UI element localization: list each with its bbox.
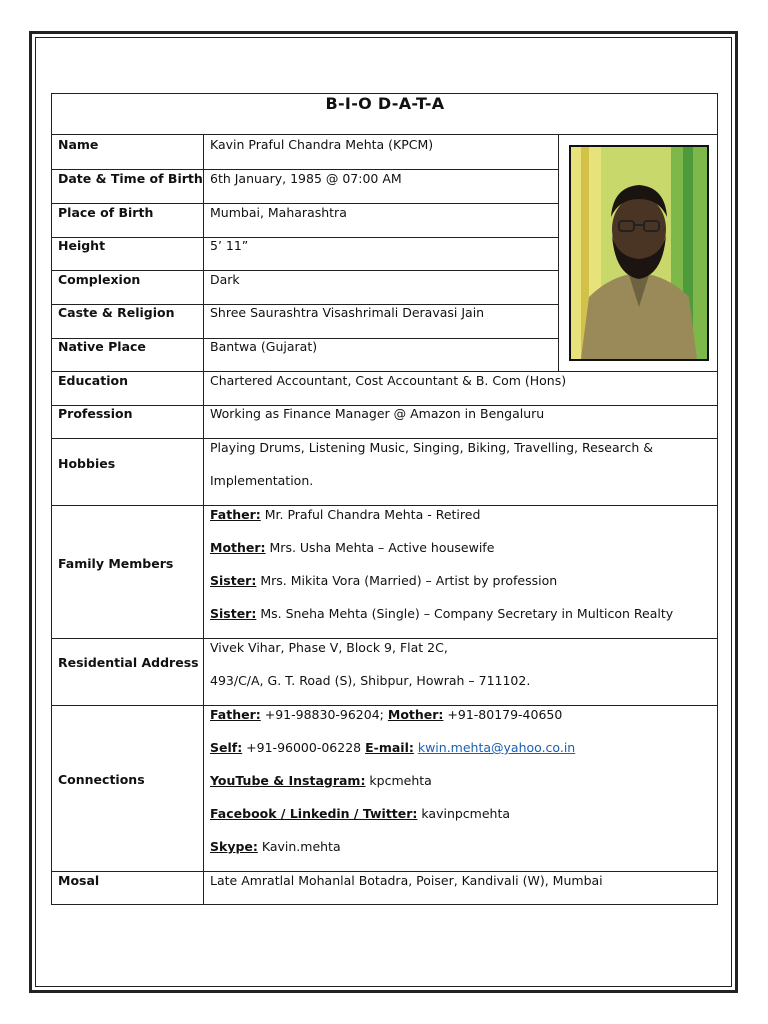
address-line1: Vivek Vihar, Phase V, Block 9, Flat 2C, [210,640,448,655]
connection-facebook-linkedin-twitter: Facebook / Linkedin / Twitter: kavinpcmehta [210,806,511,821]
value-hobbies-line2: Implementation. [210,473,314,488]
family-member-mother: Mother: Mrs. Usha Mehta – Active housewife [210,540,495,555]
label-place-of-birth: Place of Birth [58,205,154,220]
value-education: Chartered Accountant, Cost Accountant & B. Com (Hons) [210,373,567,388]
label-native-place: Native Place [58,339,146,354]
connection-skype: Skype: Kavin.mehta [210,839,341,854]
connection-parents-phones: Father: +91-98830-96204; Mother: +91-80179-40650 [210,707,563,722]
value-hobbies-line1: Playing Drums, Listening Music, Singing, Biking, Travelling, Research & [210,440,654,455]
label-height: Height [58,238,106,253]
value-profession: Working as Finance Manager @ Amazon in Bengaluru [210,406,545,421]
label-dob: Date & Time of Birth [58,171,203,186]
email-link[interactable]: kwin.mehta@yahoo.co.in [417,740,576,755]
family-member-father: Father: Mr. Praful Chandra Mehta - Retired [210,507,481,522]
label-residential-address: Residential Address [58,655,199,670]
connection-youtube-instagram: YouTube & Instagram: kpcmehta [210,773,432,788]
value-caste-religion: Shree Saurashtra Visashrimali Deravasi Jain [210,305,485,320]
value-native-place: Bantwa (Gujarat) [210,339,318,354]
profile-photo [569,145,709,361]
label-complexion: Complexion [58,272,141,287]
label-family-members: Family Members [58,556,174,571]
label-connections: Connections [58,772,145,787]
label-hobbies: Hobbies [58,456,116,471]
value-complexion: Dark [210,272,240,287]
family-member-sister-1: Sister: Mrs. Mikita Vora (Married) – Artist by profession [210,573,558,588]
label-profession: Profession [58,406,133,421]
label-caste-religion: Caste & Religion [58,305,175,320]
value-mosal: Late Amratlal Mohanlal Botadra, Poiser, Kandivali (W), Mumbai [210,873,603,888]
address-line2: 493/C/A, G. T. Road (S), Shibpur, Howrah – 711102. [210,673,531,688]
label-name: Name [58,137,99,152]
label-mosal: Mosal [58,873,100,888]
value-height: 5’ 11” [210,238,249,253]
value-dob: 6th January, 1985 @ 07:00 AM [210,171,402,186]
connection-self-email: Self: +91-96000-06228 E-mail: kwin.mehta@yahoo.co.in [210,740,576,755]
value-place-of-birth: Mumbai, Maharashtra [210,205,347,220]
family-member-sister-2: Sister: Ms. Sneha Mehta (Single) – Company Secretary in Multicon Realty [210,606,674,621]
value-name: Kavin Praful Chandra Mehta (KPCM) [210,137,434,152]
document-title: B-I-O D-A-T-A [325,94,445,113]
label-education: Education [58,373,128,388]
